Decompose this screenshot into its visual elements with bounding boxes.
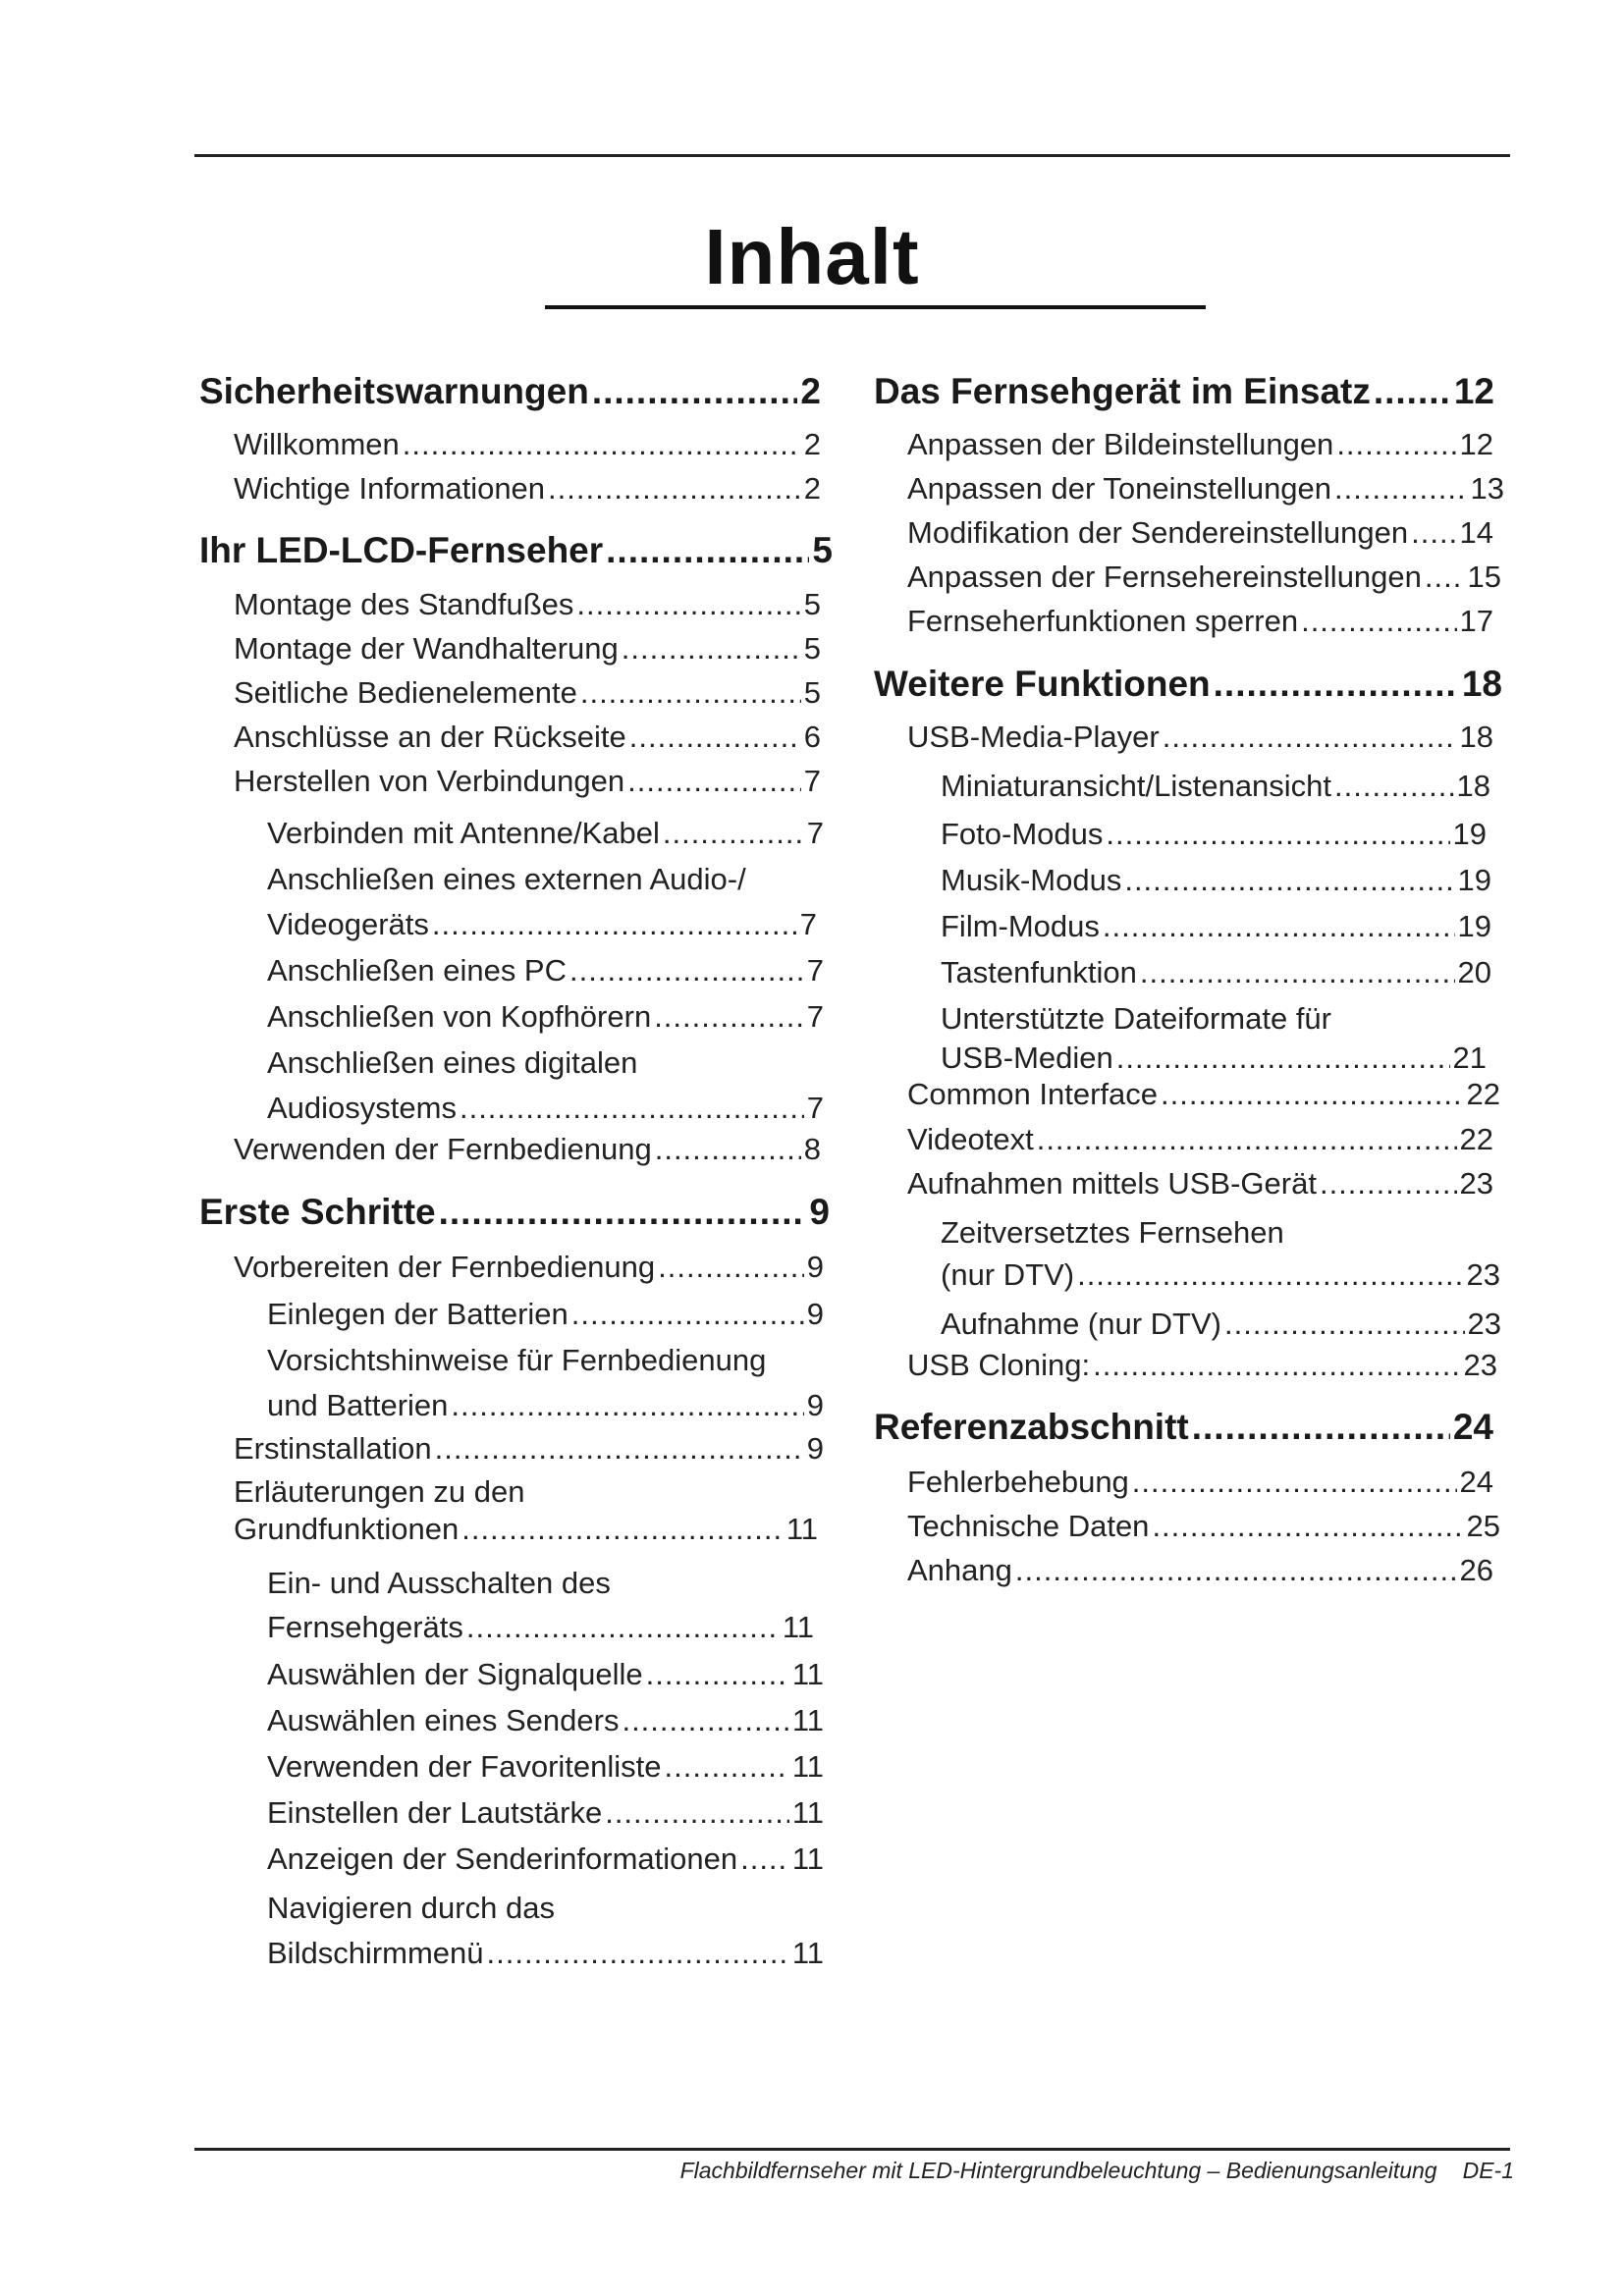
toc-entry-kopfhoerer[interactable] — [267, 999, 824, 1035]
toc-entry-title: Audiosystems — [267, 1091, 457, 1125]
toc-leader — [605, 1795, 789, 1831]
toc-leader — [606, 530, 809, 571]
toc-heading-weitere-funktionen[interactable] — [874, 664, 1502, 705]
toc-entry-title: Verbinden mit Antenne/Kabel — [267, 816, 660, 850]
toc-leader — [432, 907, 797, 942]
toc-leader — [576, 587, 800, 622]
toc-entry-line: Unterstützte Dateiformate für — [941, 1001, 1331, 1036]
toc-entry-title: Musik-Modus — [941, 863, 1122, 897]
toc-entry-tastenfunktion[interactable] — [941, 955, 1491, 990]
toc-page-number: 5 — [803, 631, 821, 666]
footer-text: Flachbildfernseher mit LED-Hintergrundbeleuchtung – Bedienungsanleitung — [679, 2158, 1437, 2183]
toc-page-number: 7 — [806, 999, 824, 1034]
toc-entry-sender[interactable] — [267, 1703, 824, 1738]
toc-entry-willkommen[interactable] — [234, 427, 821, 462]
toc-page-number: 18 — [1461, 664, 1502, 704]
toc-page-number: 12 — [1459, 427, 1493, 461]
toc-entry-antenne-kabel[interactable] — [267, 816, 824, 851]
toc-page-number: 23 — [1467, 1307, 1501, 1341]
toc-entry-line: Erläuterungen zu den — [234, 1474, 525, 1509]
toc-entry-title: Ihr LED-LCD-Fernseher — [199, 530, 604, 570]
toc-entry-title: Verwenden der Favoritenliste — [267, 1749, 662, 1784]
toc-entry-title: Das Fernsehgerät im Einsatz — [874, 371, 1371, 411]
toc-page-number: 2 — [803, 427, 821, 461]
toc-entry-common-interface[interactable] — [907, 1077, 1500, 1112]
toc-leader — [1425, 560, 1465, 595]
toc-entry-title: Auswählen der Signalquelle — [267, 1657, 643, 1691]
toc-entry-title: Videogeräts — [267, 907, 429, 941]
toc-entry-vorsichtshinweise[interactable] — [267, 1388, 824, 1423]
toc-page-number: 11 — [791, 1842, 824, 1876]
toc-page-number: 11 — [791, 1795, 824, 1830]
toc-entry-title: Anpassen der Toneinstellungen — [907, 471, 1332, 506]
toc-entry-title: Videotext — [907, 1122, 1034, 1156]
toc-entry-title: Weitere Funktionen — [874, 664, 1211, 704]
toc-leader — [1152, 1509, 1463, 1544]
toc-entry-line: Navigieren durch das — [267, 1891, 555, 1925]
toc-entry-line: Ein- und Ausschalten des — [267, 1566, 611, 1600]
toc-page-number: 9 — [806, 1388, 824, 1422]
toc-entry-title: Anpassen der Bildeinstellungen — [907, 427, 1334, 461]
toc-entry-ein-ausschalten[interactable] — [267, 1610, 814, 1645]
toc-entry-title: Verwenden der Fernbedienung — [234, 1132, 652, 1166]
toc-leader — [622, 1703, 788, 1738]
toc-page-number: 7 — [806, 1091, 824, 1125]
toc-entry-funktionen-sperren[interactable] — [907, 604, 1493, 639]
toc-entry-title: Anpassen der Fernsehereinstellungen — [907, 560, 1422, 594]
toc-leader — [646, 1657, 789, 1692]
toc-page-number: 11 — [782, 1610, 814, 1644]
toc-heading-erste-schritte[interactable] — [199, 1192, 830, 1233]
toc-entry-herstellen-verbindungen[interactable] — [234, 764, 821, 799]
toc-entry-title: Fernseherfunktionen sperren — [907, 604, 1299, 638]
toc-page-number: 25 — [1466, 1509, 1500, 1543]
toc-page-number: 23 — [1463, 1348, 1497, 1382]
toc-entry-technische-daten[interactable] — [907, 1509, 1500, 1544]
toc-entry-bildschirmmenue[interactable] — [267, 1936, 824, 1971]
toc-leader — [403, 427, 801, 462]
toc-entry-lautstaerke[interactable] — [267, 1795, 824, 1831]
toc-page-number: 11 — [791, 1749, 824, 1784]
toc-entry-line: Vorsichtshinweise für Fernbedienung — [267, 1343, 767, 1377]
toc-entry-title: Film-Modus — [941, 909, 1100, 943]
toc-leader — [487, 1936, 789, 1971]
toc-entry-vorbereiten-fernbedienung[interactable] — [234, 1250, 824, 1285]
toc-entry-title: Erste Schritte — [199, 1192, 436, 1232]
toc-entry-title: Herstellen von Verbindungen — [234, 764, 625, 798]
toc-leader — [1124, 863, 1454, 898]
toc-entry-title: Anschlüsse an der Rückseite — [234, 720, 626, 754]
toc-entry-title: Seitliche Bedienelemente — [234, 675, 577, 710]
toc-leader — [1214, 664, 1459, 705]
toc-entry-title: Montage der Wandhalterung — [234, 631, 619, 666]
toc-page-number: 2 — [800, 371, 821, 411]
toc-leader — [435, 1431, 804, 1467]
toc-leader — [740, 1842, 789, 1877]
toc-entry-foto-modus[interactable] — [941, 817, 1487, 852]
toc-leader — [658, 1250, 804, 1285]
title-underline — [545, 305, 1206, 309]
toc-entry-usb-media-player[interactable] — [907, 720, 1493, 755]
toc-entry-title: Auswählen eines Senders — [267, 1703, 620, 1737]
toc-entry-anschluesse-rueckseite[interactable] — [234, 720, 821, 755]
toc-leader — [569, 953, 804, 988]
toc-page-number: 22 — [1466, 1077, 1500, 1111]
toc-page-number: 19 — [1452, 817, 1487, 851]
footer-page-number: DE-1 — [1462, 2158, 1514, 2183]
toc-page-number: 19 — [1457, 909, 1491, 943]
toc-page-number: 5 — [812, 530, 833, 570]
toc-entry-title: Miniaturansicht/Listenansicht — [941, 769, 1332, 803]
toc-entry-batterien[interactable] — [267, 1297, 824, 1332]
toc-page-number: 9 — [809, 1192, 830, 1232]
bottom-rule — [194, 2148, 1510, 2151]
toc-leader — [1077, 1257, 1463, 1293]
toc-entry-title: Willkommen — [234, 427, 400, 461]
toc-page-number: 14 — [1459, 515, 1493, 550]
toc-page-number: 18 — [1459, 720, 1493, 754]
toc-entry-fernsehereinstellungen[interactable] — [907, 560, 1501, 595]
toc-page-number: 9 — [806, 1297, 824, 1331]
toc-leader — [1336, 427, 1456, 462]
toc-entry-title: Sicherheitswarnungen — [199, 371, 589, 411]
toc-page-number: 7 — [803, 764, 821, 798]
toc-leader — [1161, 1077, 1464, 1112]
toc-entry-usb-cloning[interactable] — [907, 1348, 1497, 1383]
toc-leader — [654, 999, 804, 1035]
toc-entry-fernbedienung[interactable] — [234, 1132, 821, 1167]
toc-leader — [622, 631, 801, 667]
toc-entry-grundfunktionen[interactable] — [234, 1512, 818, 1547]
page-footer — [680, 2158, 1514, 2184]
toc-leader — [571, 1297, 804, 1332]
toc-leader — [1015, 1553, 1457, 1588]
toc-entry-title: Grundfunktionen — [234, 1512, 460, 1546]
toc-heading-sicherheitswarnungen[interactable] — [199, 371, 821, 412]
toc-leader — [1116, 1041, 1450, 1076]
toc-entry-seitliche-bedienelemente[interactable] — [234, 675, 821, 711]
toc-leader — [461, 1512, 784, 1547]
toc-entry-wichtige-informationen[interactable] — [234, 471, 821, 507]
page-title: Inhalt — [704, 213, 920, 300]
toc-page-number: 17 — [1459, 604, 1493, 638]
toc-leader — [1037, 1122, 1457, 1157]
toc-entry-aufnahmen-usb[interactable] — [907, 1166, 1493, 1201]
toc-page-number: 7 — [806, 953, 824, 988]
toc-entry-sendereinstellungen[interactable] — [907, 515, 1493, 551]
toc-entry-title: Anzeigen der Senderinformationen — [267, 1842, 738, 1876]
toc-page-number: 23 — [1466, 1257, 1500, 1292]
toc-leader — [665, 1749, 789, 1785]
toc-entry-title: und Batterien — [267, 1388, 449, 1422]
toc-page-number: 7 — [806, 816, 824, 850]
toc-leader — [1224, 1307, 1465, 1342]
toc-entry-title: Aufnahmen mittels USB-Gerät — [907, 1166, 1317, 1201]
toc-page-number: 11 — [791, 1936, 824, 1970]
toc-entry-title: (nur DTV) — [941, 1257, 1075, 1292]
toc-heading-referenzabschnitt[interactable] — [874, 1407, 1493, 1448]
toc-leader — [439, 1192, 807, 1233]
toc-page-number: 7 — [799, 907, 817, 941]
toc-page-number: 11 — [785, 1512, 818, 1546]
toc-entry-title: Modifikation der Sendereinstellungen — [907, 515, 1409, 550]
toc-page-number: 12 — [1453, 371, 1494, 411]
toc-page-number: 9 — [806, 1250, 824, 1284]
toc-page-number: 9 — [806, 1431, 824, 1466]
toc-heading-led-lcd-fernseher[interactable] — [199, 530, 833, 571]
toc-entry-title: Einlegen der Batterien — [267, 1297, 568, 1331]
toc-leader — [1411, 515, 1456, 551]
toc-entry-title: Tastenfunktion — [941, 955, 1137, 989]
top-rule — [194, 154, 1510, 157]
toc-page-number: 24 — [1452, 1407, 1493, 1447]
toc-entry-audiosystem[interactable] — [267, 1091, 824, 1126]
toc-page-number: 19 — [1457, 863, 1491, 897]
toc-page-number: 22 — [1459, 1122, 1493, 1156]
toc-entry-miniaturansicht[interactable] — [941, 769, 1490, 804]
toc-entry-title: Anhang — [907, 1553, 1012, 1587]
toc-entry-senderinformationen[interactable] — [267, 1842, 824, 1877]
toc-entry-title: Technische Daten — [907, 1509, 1150, 1543]
toc-entry-erstinstallation[interactable] — [234, 1431, 824, 1467]
toc-page-number: 13 — [1470, 471, 1504, 506]
toc-leader — [629, 720, 801, 755]
toc-leader — [1106, 817, 1449, 852]
toc-page-number: 24 — [1459, 1465, 1493, 1499]
toc-leader — [1334, 471, 1467, 507]
toc-leader — [466, 1610, 780, 1645]
toc-entry-title: USB-Medien — [941, 1041, 1113, 1075]
toc-entry-pc[interactable] — [267, 953, 824, 988]
toc-entry-montage-standfuss[interactable] — [234, 587, 821, 622]
toc-page-number: 26 — [1459, 1553, 1493, 1587]
toc-leader — [1334, 769, 1453, 804]
toc-entry-montage-wandhalterung[interactable] — [234, 631, 821, 667]
toc-entry-zeitversetzt[interactable] — [941, 1257, 1500, 1293]
toc-page-number: 20 — [1457, 955, 1491, 989]
toc-leader — [655, 1132, 801, 1167]
toc-page-number: 5 — [803, 587, 821, 621]
toc-page-number: 18 — [1456, 769, 1490, 803]
toc-leader — [548, 471, 801, 507]
toc-entry-line: Anschließen eines digitalen — [267, 1045, 638, 1080]
toc-page-number: 8 — [803, 1132, 821, 1166]
toc-leader — [460, 1091, 804, 1126]
toc-page-number: 21 — [1452, 1041, 1487, 1075]
toc-entry-title: Referenzabschnitt — [874, 1407, 1189, 1447]
toc-entry-title: Anschließen eines PC — [267, 953, 567, 988]
toc-page-number: 2 — [803, 471, 821, 506]
toc-entry-title: Fernsehgeräts — [267, 1610, 463, 1644]
toc-page-number: 6 — [803, 720, 821, 754]
toc-entry-title: Anschließen von Kopfhörern — [267, 999, 652, 1034]
toc-leader — [1301, 604, 1456, 639]
toc-page-number: 15 — [1467, 560, 1501, 594]
toc-leader — [663, 816, 804, 851]
toc-entry-title: Einstellen der Lautstärke — [267, 1795, 603, 1830]
toc-heading-fernsehgeraet-einsatz[interactable] — [874, 371, 1494, 412]
toc-leader — [580, 675, 801, 711]
toc-leader — [1103, 909, 1455, 944]
toc-entry-title: Aufnahme (nur DTV) — [941, 1307, 1221, 1341]
toc-entry-toneinstellungen[interactable] — [907, 471, 1504, 507]
toc-entry-anhang[interactable] — [907, 1553, 1493, 1588]
toc-entry-audio-videogeraet[interactable] — [267, 907, 817, 942]
toc-entry-dateiformate[interactable] — [941, 1041, 1487, 1076]
toc-leader — [1320, 1166, 1457, 1201]
toc-leader — [1192, 1407, 1450, 1448]
toc-entry-bildeinstellungen[interactable] — [907, 427, 1493, 462]
toc-leader — [451, 1388, 803, 1423]
toc-page-number: 11 — [791, 1703, 824, 1737]
toc-entry-title: Bildschirmmenü — [267, 1936, 484, 1970]
toc-entry-line: Zeitversetztes Fernsehen — [941, 1215, 1284, 1250]
toc-leader — [1132, 1465, 1457, 1500]
toc-page-number: 5 — [803, 675, 821, 710]
toc-entry-line: Anschließen eines externen Audio-/ — [267, 862, 746, 896]
toc-entry-title: USB Cloning: — [907, 1348, 1091, 1382]
toc-entry-title: USB-Media-Player — [907, 720, 1160, 754]
toc-leader — [1374, 371, 1451, 412]
toc-entry-title: Fehlerbehebung — [907, 1465, 1129, 1499]
toc-leader — [1163, 720, 1457, 755]
toc-entry-title: Erstinstallation — [234, 1431, 432, 1466]
toc-entry-videotext[interactable] — [907, 1122, 1493, 1157]
toc-entry-title: Vorbereiten der Fernbedienung — [234, 1250, 656, 1284]
toc-entry-title: Montage des Standfußes — [234, 587, 574, 621]
toc-entry-aufnahme-dtv[interactable] — [941, 1307, 1501, 1342]
toc-leader — [1093, 1348, 1460, 1383]
toc-entry-fehlerbehebung[interactable] — [907, 1465, 1493, 1500]
toc-leader — [592, 371, 798, 412]
toc-entry-title: Common Interface — [907, 1077, 1158, 1111]
toc-entry-title: Wichtige Informationen — [234, 471, 546, 506]
toc-leader — [1140, 955, 1455, 990]
toc-leader — [627, 764, 801, 799]
toc-entry-favoritenliste[interactable] — [267, 1749, 824, 1785]
toc-entry-musik-modus[interactable] — [941, 863, 1491, 898]
toc-entry-title: Foto-Modus — [941, 817, 1104, 851]
toc-page-number: 11 — [791, 1657, 824, 1691]
toc-entry-film-modus[interactable] — [941, 909, 1491, 944]
toc-entry-signalquelle[interactable] — [267, 1657, 824, 1692]
toc-page-number: 23 — [1459, 1166, 1493, 1201]
